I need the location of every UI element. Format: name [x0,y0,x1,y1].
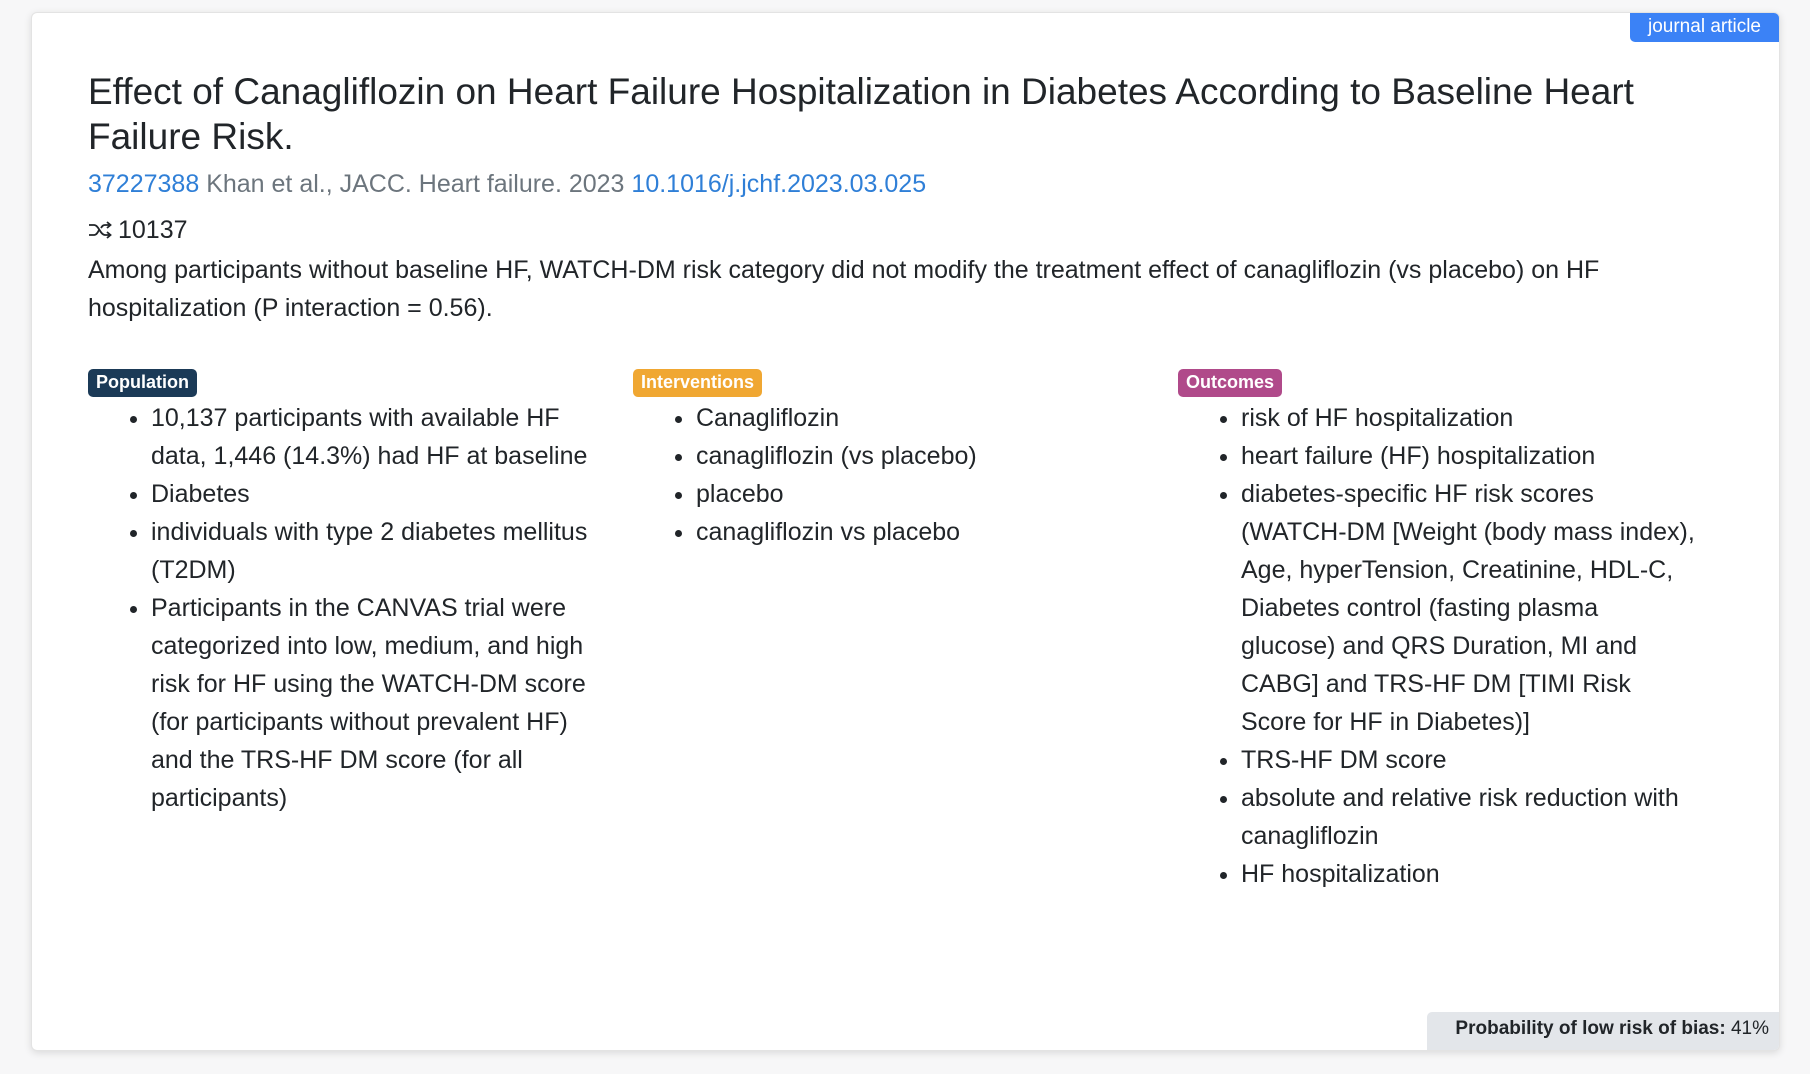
intervention-item: • canagliflozin vs placebo [696,513,1153,551]
article-title[interactable]: Effect of Canagliflozin on Heart Failure Hospitalization in Diabetes According to Baseline Heart Failure Risk. [88,71,1634,157]
population-list [88,399,608,817]
outcome-item: • absolute and relative risk reduction with canagliflozin [1241,779,1698,855]
bias-value: 41% [1730,1018,1769,1039]
citation-text: Khan et al., JACC. Heart failure. 2023 [206,170,625,198]
outcome-item: • diabetes-specific HF risk scores (WATCH-DM [Weight (body mass index), Age, hyperTension, Creatinine, HDL-C, Diabetes control (fasting plasma glucose) and QRS Duration, MI and CABG] and TRS-HF DM [TIMI Risk Score for HF in Diabetes)] [1241,475,1698,741]
doi-link[interactable]: 10.1016/j.jchf.2023.03.025 [631,170,927,198]
interventions-list [633,399,1153,551]
outcomes-list [1178,399,1698,893]
population-tag: Population [88,369,197,397]
population-item: • individuals with type 2 diabetes mellitus (T2DM) [151,513,608,589]
population-item: • Diabetes [151,475,608,513]
bias-probability [1427,1012,1779,1050]
outcome-item: • heart failure (HF) hospitalization [1241,437,1698,475]
participants-count: 10137 [118,216,188,244]
interventions-tag: Interventions [633,369,762,397]
intervention-item: • canagliflozin (vs placebo) [696,437,1153,475]
population-column [88,369,608,817]
article-content [88,69,1748,888]
article-type-badge: journal article [1630,13,1779,42]
intervention-item: • placebo [696,475,1153,513]
participants-count-row [88,213,1748,247]
intervention-item: • Canagliflozin [696,399,1153,437]
pmid-link[interactable]: 37227388 [88,170,200,198]
outcome-item: • risk of HF hospitalization [1241,399,1698,437]
outcomes-column [1178,369,1698,893]
bias-label: Probability of low risk of bias: [1455,1018,1726,1039]
outcome-item: • TRS-HF DM score [1241,741,1698,779]
article-meta [88,167,1748,201]
article-card [31,12,1780,1051]
article-summary: Among participants without baseline HF, WATCH-DM risk category did not modify the treatment effect of canagliflozin (vs placebo) on HF hospitalization (P interaction = 0.56). [88,256,1600,322]
population-item: • 10,137 participants with available HF data, 1,446 (14.3%) had HF at baseline [151,399,608,475]
outcomes-tag: Outcomes [1178,369,1282,397]
interventions-column [633,369,1153,551]
outcome-item: • HF hospitalization [1241,855,1698,893]
population-item: • Participants in the CANVAS trial were categorized into low, medium, and high risk for HF using the WATCH-DM score (for participants without prevalent HF) and the TRS-HF DM score (for all participants) [151,589,608,817]
shuffle-icon [88,220,112,240]
